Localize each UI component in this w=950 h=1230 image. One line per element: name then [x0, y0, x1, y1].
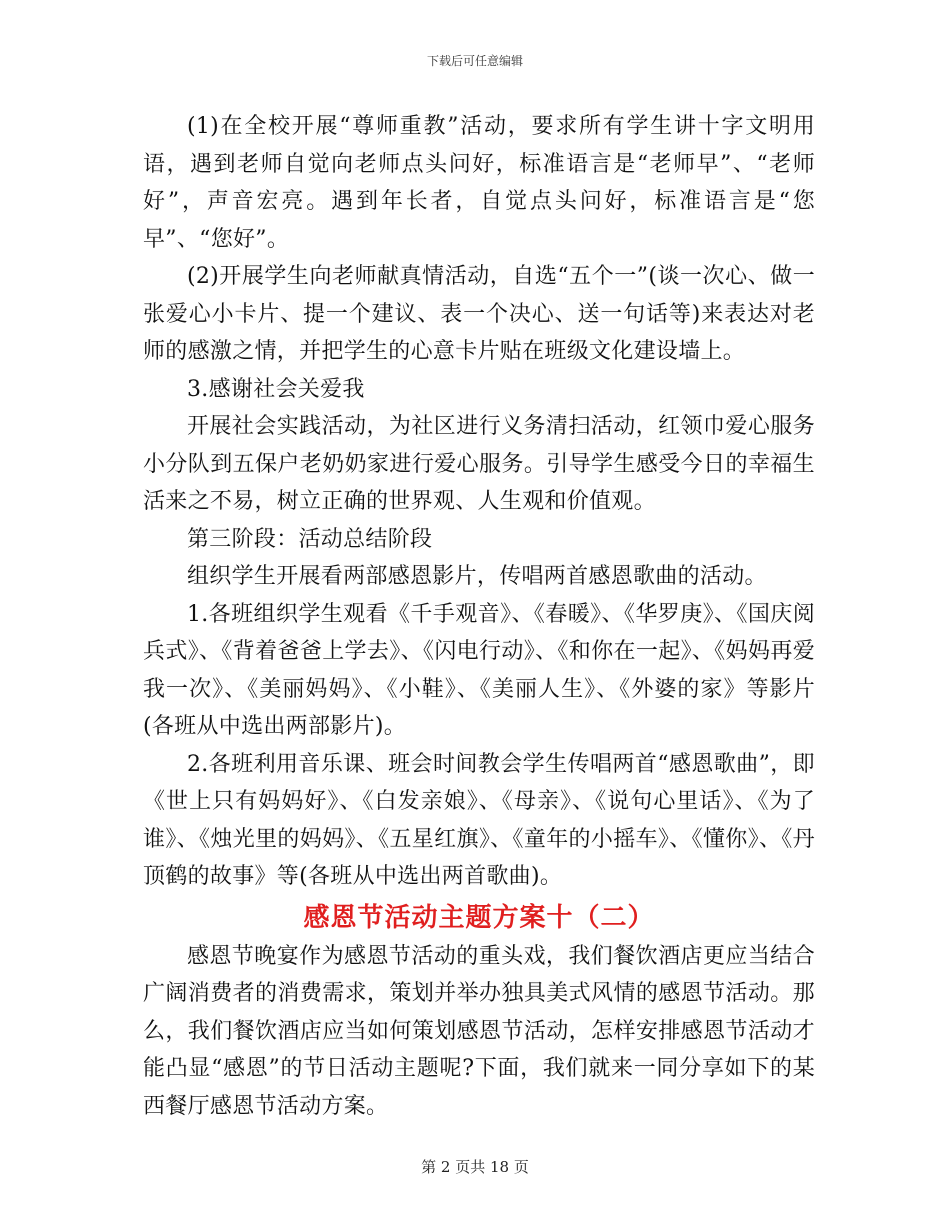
section-paragraph: 感恩节晚宴作为感恩节活动的重头戏，我们餐饮酒店更应当结合广阔消费者的消费需求，策划并举办独具美式风情的感恩节活动。那么，我们餐饮酒店应当如何策划感恩节活动，怎样安排感恩节活动才能凸显“感恩”的节日活动主题呢?下面，我们就来一同分享如下的某西餐厅感恩节活动方案。 [143, 943, 815, 1119]
paragraph-songs: 2.各班利用音乐课、班会时间教会学生传唱两首“感恩歌曲”，即《世上只有妈妈好》、《白发亲娘》、《母亲》、《说句心里话》、《为了谁》、《烛光里的妈妈》、《五星红旗》、《童年的小摇车》、《懂你》、《丹顶鹤的故事》等(各班从中选出两首歌曲)。 [143, 751, 815, 889]
document-body [143, 108, 815, 1125]
page-header: 下载后可任意编辑 [426, 54, 523, 68]
paragraph-item-1: (1)在全校开展“尊师重教”活动，要求所有学生讲十字文明用语，遇到老师自觉向老师点头问好，标准语言是“老师早”、“老师好”，声音宏亮。遇到年长者，自觉点头问好，标准语言是“您早”、“您好”。 [143, 114, 815, 252]
page-footer: 第 2 页共 18 页 [421, 1158, 529, 1176]
paragraph-heading-3: 3.感谢社会关爱我 [187, 376, 365, 402]
paragraph-films: 1.各班组织学生观看《千手观音》、《春暖》、《华罗庚》、《国庆阅兵式》、《背着爸爸上学去》、《闪电行动》、《和你在一起》、《妈妈再爱我一次》、《美丽妈妈》、《小鞋》、《美丽人生》、《外婆的家》等影片(各班从中选出两部影片)。 [143, 601, 815, 739]
paragraph-item-2: (2)开展学生向老师献真情活动，自选“五个一”(谈一次心、做一张爱心小卡片、提一个建议、表一个决心、送一句话等)来表达对老师的感激之情，并把学生的心意卡片贴在班级文化建设墙上。 [143, 264, 815, 364]
section-title: 感恩节活动主题方案十（二） [303, 902, 655, 933]
paragraph-stage-three: 第三阶段：活动总结阶段 [187, 526, 433, 552]
paragraph-stage-three-intro: 组织学生开展看两部感恩影片，传唱两首感恩歌曲的活动。 [187, 564, 767, 589]
paragraph-social-practice: 开展社会实践活动，为社区进行义务清扫活动，红领巾爱心服务小分队到五保户老奶奶家进行爱心服务。引导学生感受今日的幸福生活来之不易，树立正确的世界观、人生观和价值观。 [143, 414, 815, 514]
